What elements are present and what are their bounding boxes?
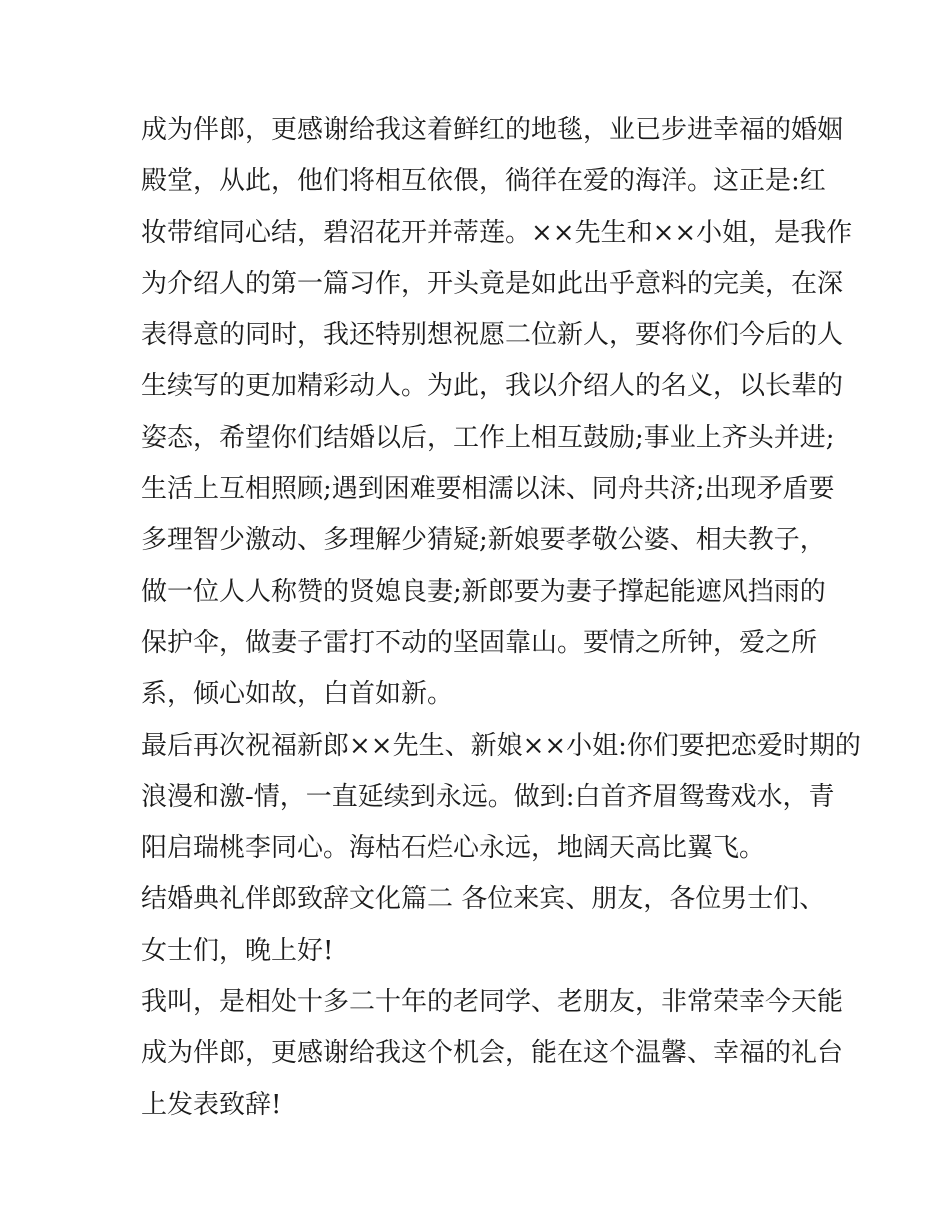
text-line: 成为伴郎，更感谢给我这个机会，能在这个温馨、幸福的礼台 [141, 1038, 844, 1069]
text-line: 殿堂，从此，他们将相互依偎，徜徉在爱的海洋。这正是:红 [141, 166, 826, 197]
text-line: 系，倾心如故，白首如新。 [141, 679, 454, 710]
text-line: 生活上互相照顾;遇到困难要相濡以沫、同舟共济;出现矛盾要 [141, 474, 835, 505]
text-line: 姿态，希望你们结婚以后，工作上相互鼓励;事业上齐头并进; [141, 422, 835, 453]
text-line: 生续写的更加精彩动人。为此，我以介绍人的名义，以长辈的 [141, 371, 844, 402]
text-line: 结婚典礼伴郎致辞文化篇二 各位来宾、朋友，各位男士们、 [141, 884, 826, 915]
text-line: 表得意的同时，我还特别想祝愿二位新人，要将你们今后的人 [141, 320, 844, 351]
text-line: 阳启瑞桃李同心。海枯石烂心永远，地阔天高比翼飞。 [141, 833, 766, 864]
text-line: 女士们，晚上好! [141, 935, 334, 966]
text-line: 保护伞，做妻子雷打不动的坚固靠山。要情之所钟，爱之所 [141, 627, 818, 658]
text-line: 最后再次祝福新郎××先生、新娘××小姐:你们要把恋爱时期的 [141, 730, 861, 761]
text-line: 我叫，是相处十多二十年的老同学、老朋友，非常荣幸今天能 [141, 987, 844, 1018]
text-line: 妆带绾同心结，碧沼花开并蒂莲。××先生和××小姐，是我作 [141, 217, 853, 248]
body-text [141, 105, 861, 1131]
text-line: 为介绍人的第一篇习作，开头竟是如此出乎意料的完美，在深 [141, 268, 844, 299]
text-line: 成为伴郎，更感谢给我这着鲜红的地毯，业已步进幸福的婚姻 [141, 115, 844, 145]
text-line: 上发表致辞! [141, 1089, 282, 1120]
text-line: 多理智少激动、多理解少猜疑;新娘要孝敬公婆、相夫教子， [141, 525, 826, 556]
text-line: 浪漫和激-情，一直延续到永远。做到:白首齐眉鸳鸯戏水，青 [141, 781, 835, 812]
text-line: 做一位人人称赞的贤媳良妻;新郎要为妻子撑起能遮风挡雨的 [141, 576, 826, 607]
